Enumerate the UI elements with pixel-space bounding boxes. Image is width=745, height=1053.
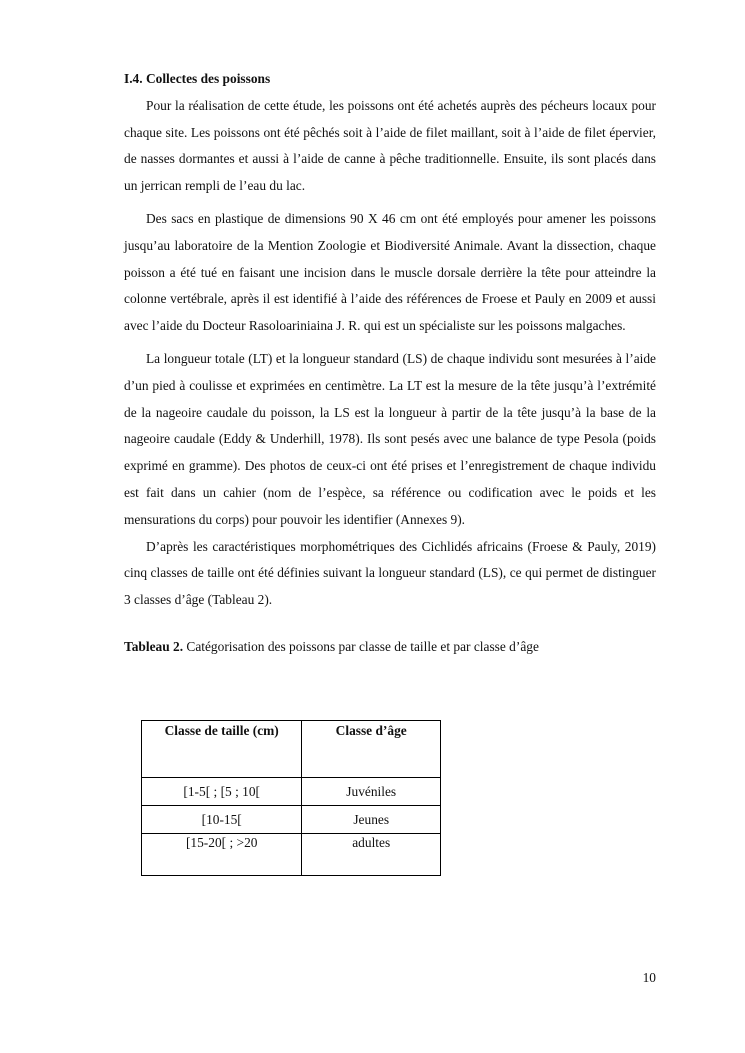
table-header-row — [142, 721, 441, 778]
table-caption-label: Tableau 2. — [124, 638, 184, 654]
size-age-table — [141, 720, 441, 876]
header-age-class: Classe d’âge — [302, 721, 441, 778]
table-row — [142, 778, 441, 806]
table-cell: Juvéniles — [302, 778, 441, 806]
table-cell: [15-20[ ; >20 — [142, 834, 302, 876]
table-cell: adultes — [302, 834, 441, 876]
paragraph-3: La longueur totale (LT) et la longueur standard (LS) de chaque individu sont mesurées à l’aide d’un pied à coulisse et exprimées en centimètre. La LT est la mesure de la tête jusqu’à l’extrémité de la nageoire caudale du poisson, la LS est la longueur à partir de la tête jusqu’à la base de la nageoire caudale (Eddy & Underhill, 1978). Ils sont pesés avec une balance de type Pesola (poids exprimé en gramme). Des photos de ceux-ci ont été prises et l’enregistrement de chaque individu est fait dans un cahier (nom de l’espèce, sa référence ou codification avec le poids et les mensurations du corps) pour pouvoir les identifier (Annexes 9). — [124, 350, 656, 527]
table-row — [142, 806, 441, 834]
table-cell: [10-15[ — [142, 806, 302, 834]
table-caption — [124, 634, 656, 661]
table-cell: [1-5[ ; [5 ; 10[ — [142, 778, 302, 806]
table-row — [142, 834, 441, 876]
table-caption-text: Catégorisation des poissons par classe de taille et par classe d’âge — [183, 638, 539, 654]
page-number: 10 — [642, 970, 656, 985]
section-heading: I.4. Collectes des poissons — [124, 71, 271, 86]
table-cell: Jeunes — [302, 806, 441, 834]
paragraph-1: Pour la réalisation de cette étude, les poissons ont été achetés auprès des pécheurs locaux pour chaque site. Les poissons ont été pêchés soit à l’aide de filet maillant, soit à l’aide de filet épervier, de nasses dormantes et aussi à l’aide de canne à pêche traditionnelle. Ensuite, ils sont placés dans un jerrican rempli de l’eau du lac. — [124, 97, 656, 194]
page-content — [124, 66, 656, 661]
header-size-class: Classe de taille (cm) — [142, 721, 302, 778]
paragraph-2: Des sacs en plastique de dimensions 90 X 46 cm ont été employés pour amener les poissons jusqu’au laboratoire de la Mention Zoologie et Biodiversité Animale. Avant la dissection, chaque poisson a été tué en faisant une incision dans le muscle dorsale derrière la tête pour atteindre la colonne vertébrale, après il est identifié à l’aide des références de Froese et Pauly en 2009 et aussi avec l’aide du Docteur Rasoloariniaina J. R. qui est un spécialiste sur les poissons malgaches. — [124, 210, 656, 334]
paragraph-4: D’après les caractéristiques morphométriques des Cichlidés africains (Froese & Pauly, 2019) cinq classes de taille ont été définies suivant la longueur standard (LS), ce qui permet de distinguer 3 classes d’âge (Tableau 2). — [124, 538, 656, 608]
